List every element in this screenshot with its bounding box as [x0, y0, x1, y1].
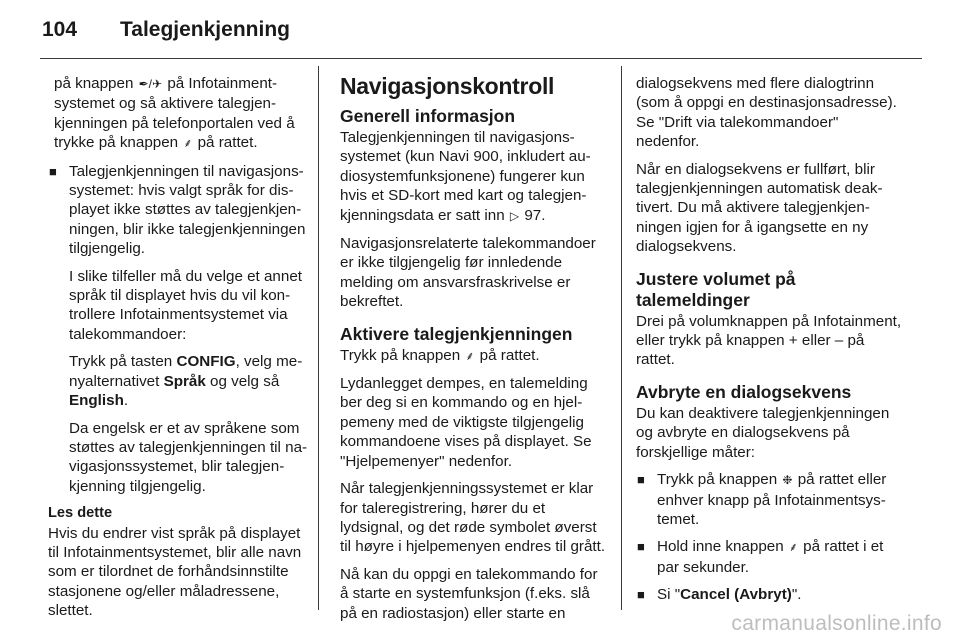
paragraph: dialogsekvens med flere dialogtrinn (som å oppgi en destinasjonsadresse). Se "Drift via talekommandoer" nedenfor. [636, 75, 897, 151]
voice-control-icon: ⸙ [788, 540, 798, 555]
page-number: 104 [42, 18, 78, 41]
page-header [42, 18, 922, 48]
paragraph: Da engelsk er et av språkene som støttes av talegjenkjenningen til navigasjonssystemet, blir talegjenkjenning tilgjengelig. [69, 419, 308, 495]
subsection-heading: Avbryte en dialogsekvens [636, 381, 852, 402]
cancel-command-label: Cancel (Avbryt) [680, 586, 792, 604]
voice-control-icon: ⸙ [465, 348, 475, 363]
mute-icon: ❉ [782, 473, 793, 488]
column-2 [340, 72, 608, 631]
watermark: carmanualsonline.info [731, 612, 942, 635]
paragraph: Trykk på knappen ⸙ på rattet. [340, 346, 608, 366]
header-rule [40, 58, 922, 59]
english-option-label: English [69, 392, 124, 410]
phone-navigation-icon: ✒/✈ [138, 77, 163, 91]
column-divider-1 [318, 66, 319, 610]
paragraph: Nå kan du oppgi en talekommando for å starte en systemfunksjon (f.eks. slå på en radiostasjon) eller starte en [340, 565, 598, 622]
note-text: Hvis du endrer vist språk på displayet til Infotainmentsystemet, blir alle navn som er tilordnet de forhåndsinnstilte stasjonene og/eller måladressene, slettet. [48, 524, 302, 620]
paragraph: Når en dialogsekvens er fullført, blir talegjenkjenningen automatisk deaktivert. Du må aktivere talegjenkjenningen igjen for å igangsette en ny dialogsekvens. [636, 160, 883, 256]
paragraph: Trykk på tasten CONFIG, velg menyalternativet Språk og velg så English. [69, 353, 303, 410]
paragraph: Lydanlegget dempes, en talemelding ber deg si en kommando og en hjelpemeny med de viktigste tilgjengelig kommandoene vises på displayet. Se "Hjelpemenyer" nedenfor. [340, 375, 592, 470]
paragraph: I slike tilfeller må du velge et annet språk til displayet hvis du vil kontrollere Infotainmentsystemet via talekommandoer: [69, 267, 302, 343]
paragraph: på knappen ✒/✈ på Infotainmentsystemet og så aktivere talegjenkjenningen på telefonportalen ved å trykke på knappen ⸙ på rattet. [48, 74, 310, 154]
bullet-icon: ■ [637, 587, 645, 603]
paragraph: Talegjenkjenningen til navigasjonssystemet (kun Navi 900, inkludert audiosystemfunksjonene) fungerer kun hvis et SD-kort med kart og talegjenkjenningsdata er satt inn ▷ 97. [340, 128, 608, 226]
page-ref: 97. [524, 206, 546, 224]
subsection-heading: Aktivere talegjenkjenningen [340, 323, 573, 344]
subsection-heading: Justere volumet på talemeldinger [636, 268, 796, 310]
paragraph: Når talegjenkjenningssystemet er klar for taleregistrering, hører du et lydsignal, og det røde symbolet øverst til høyre i hjelpemenyen endres til grått. [340, 480, 606, 556]
column-divider-2 [621, 66, 622, 610]
sprak-menu-label: Språk [163, 372, 206, 390]
voice-control-icon: ⸙ [183, 136, 193, 151]
page-ref-arrow-icon: ▷ [509, 208, 520, 223]
list-item: ■ Si "Cancel (Avbryt)". [637, 586, 802, 604]
config-key-label: CONFIG [176, 353, 236, 371]
list-item: ■ Hold inne knappen ⸙ på rattet i et par sekunder. [637, 538, 884, 576]
paragraph: Navigasjonsrelaterte talekommandoer er ikke tilgjengelig før innledende melding om ansvarsfraskrivelse er bekreftet. [340, 235, 596, 311]
paragraph: Du kan deaktivere talegjenkjenningen og avbryte en dialogsekvens på forskjellige måter: [636, 404, 890, 461]
subsection-heading: Generell informasjon [340, 106, 516, 126]
list-item: ■ Talegjenkjenningen til navigasjonssystemet: hvis valgt språk for displayet ikke støttes av talegjenkjenningen, blir ikke talegjenkjenningen tilgjengelig. [49, 162, 306, 258]
note-title: Les dette [48, 505, 113, 522]
column-1 [48, 74, 310, 629]
bullet-icon: ■ [637, 539, 645, 555]
bullet-icon: ■ [49, 163, 57, 179]
list-item: ■ Trykk på knappen ❉ på rattet eller enhver knapp på Infotainmentsystemet. [637, 471, 887, 528]
bullet-icon: ■ [637, 472, 645, 488]
page-title: Talegjenkjenning [120, 18, 290, 41]
column-3 [636, 74, 904, 613]
section-heading: Navigasjonskontroll [340, 73, 555, 99]
paragraph: Drei på volumknappen på Infotainment, eller trykk på knappen + eller – på rattet. [636, 312, 902, 369]
